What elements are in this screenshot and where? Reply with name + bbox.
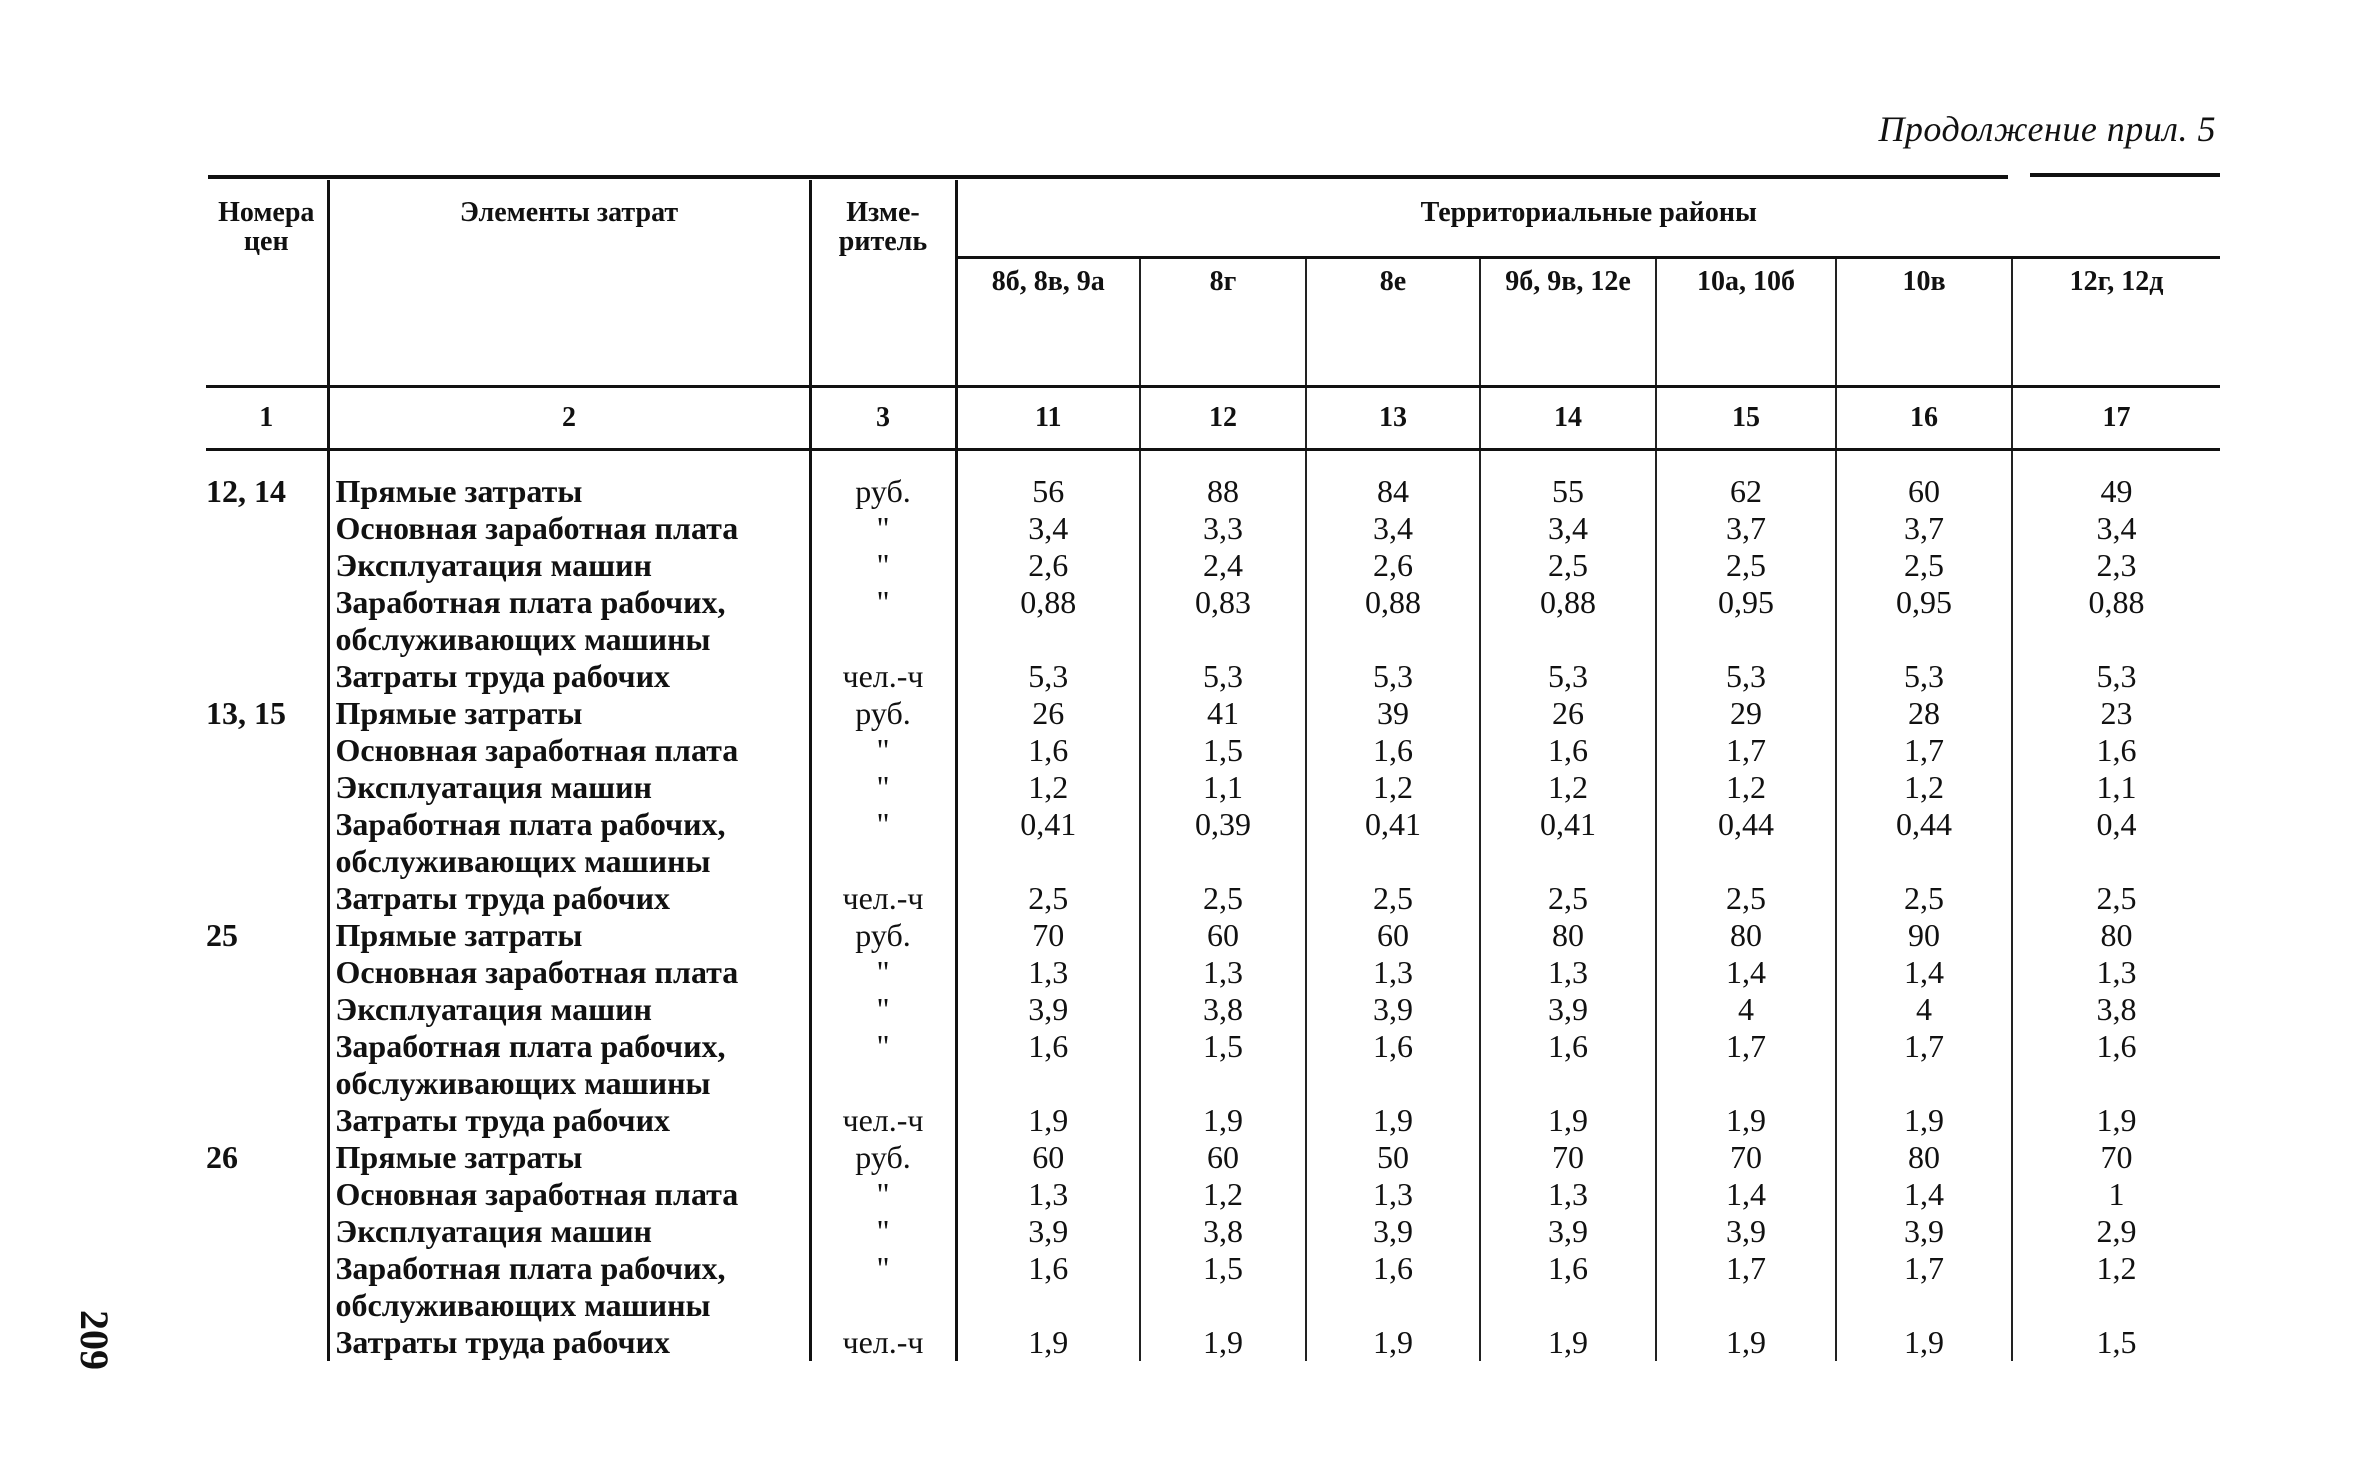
value-cell: 1,6 (956, 732, 1140, 769)
value-cell: 80 (1836, 1139, 2012, 1176)
value-cell: 70 (1480, 1139, 1656, 1176)
value-cell: 3,4 (1306, 510, 1480, 547)
unit-cell: чел.-ч (810, 1102, 956, 1139)
cost-element-cell: Прямые затраты (328, 450, 810, 511)
value-cell: 26 (956, 695, 1140, 732)
cost-element-cell: Основная заработная плата (328, 1176, 810, 1213)
table-row (206, 510, 2220, 547)
value-cell: 5,3 (2012, 658, 2220, 695)
value-cell: 80 (1480, 917, 1656, 954)
value-cell: 2,5 (1306, 880, 1480, 917)
value-cell: 1,6 (1306, 1250, 1480, 1324)
value-cell: 2,5 (1480, 880, 1656, 917)
table-row (206, 1176, 2220, 1213)
table-row (206, 695, 2220, 732)
value-cell: 4 (1836, 991, 2012, 1028)
table-row (206, 1250, 2220, 1324)
value-cell: 1,2 (1306, 769, 1480, 806)
value-cell: 2,5 (1480, 547, 1656, 584)
table-row (206, 991, 2220, 1028)
header-region: 8г (1140, 258, 1306, 387)
value-cell: 0,88 (1480, 584, 1656, 658)
value-cell: 1,7 (1836, 732, 2012, 769)
header-region: 10в (1836, 258, 2012, 387)
unit-cell: " (810, 510, 956, 547)
value-cell: 3,8 (2012, 991, 2220, 1028)
value-cell: 1,4 (1836, 954, 2012, 991)
value-cell: 4 (1656, 991, 1836, 1028)
value-cell: 1,5 (1140, 1028, 1306, 1102)
price-number-cell (206, 806, 328, 880)
value-cell: 2,5 (956, 880, 1140, 917)
value-cell: 1,4 (1656, 954, 1836, 991)
value-cell: 1,6 (1480, 1250, 1656, 1324)
price-number-cell (206, 510, 328, 547)
table-row (206, 954, 2220, 991)
unit-cell: руб. (810, 917, 956, 954)
value-cell: 1,7 (1656, 732, 1836, 769)
value-cell: 1,5 (1140, 1250, 1306, 1324)
value-cell: 0,41 (956, 806, 1140, 880)
table-row (206, 806, 2220, 880)
value-cell: 1,4 (1836, 1176, 2012, 1213)
table-body (206, 450, 2220, 1362)
value-cell: 0,39 (1140, 806, 1306, 880)
column-number: 12 (1140, 387, 1306, 450)
value-cell: 90 (1836, 917, 2012, 954)
value-cell: 1,7 (1656, 1250, 1836, 1324)
unit-cell: " (810, 991, 956, 1028)
table-row (206, 1139, 2220, 1176)
value-cell: 1,2 (1480, 769, 1656, 806)
cost-element-cell: Прямые затраты (328, 1139, 810, 1176)
value-cell: 0,83 (1140, 584, 1306, 658)
price-number-cell: 12, 14 (206, 473, 286, 509)
value-cell: 1,7 (1836, 1028, 2012, 1102)
value-cell: 1,3 (956, 954, 1140, 991)
value-cell: 3,9 (956, 1213, 1140, 1250)
value-cell: 5,3 (1480, 658, 1656, 695)
value-cell: 2,4 (1140, 547, 1306, 584)
header-column-numbers (206, 387, 2220, 450)
value-cell: 1,3 (1306, 1176, 1480, 1213)
value-cell: 5,3 (1656, 658, 1836, 695)
value-cell: 0,41 (1306, 806, 1480, 880)
unit-cell: руб. (810, 695, 956, 732)
unit-cell: " (810, 1176, 956, 1213)
table-row (206, 450, 2220, 511)
value-cell: 0,4 (2012, 806, 2220, 880)
unit-cell: " (810, 732, 956, 769)
value-cell: 1,3 (1480, 954, 1656, 991)
unit-cell: " (810, 954, 956, 991)
value-cell: 0,44 (1836, 806, 2012, 880)
value-cell: 1,6 (1306, 1028, 1480, 1102)
value-cell: 1,9 (2012, 1102, 2220, 1139)
value-cell: 3,8 (1140, 1213, 1306, 1250)
cost-element-cell: Заработная плата рабочих, обслуживающих машины (328, 584, 810, 658)
value-cell: 2,9 (2012, 1213, 2220, 1250)
column-number: 11 (956, 387, 1140, 450)
value-cell: 88 (1140, 450, 1306, 511)
value-cell: 1,6 (2012, 732, 2220, 769)
column-number: 15 (1656, 387, 1836, 450)
value-cell: 60 (1140, 1139, 1306, 1176)
value-cell: 60 (1836, 450, 2012, 511)
value-cell: 2,5 (1836, 880, 2012, 917)
value-cell: 1,2 (1836, 769, 2012, 806)
value-cell: 80 (2012, 917, 2220, 954)
cost-element-cell: Прямые затраты (328, 695, 810, 732)
value-cell: 3,7 (1836, 510, 2012, 547)
value-cell: 1,2 (2012, 1250, 2220, 1324)
value-cell: 56 (956, 450, 1140, 511)
value-cell: 1,3 (1480, 1176, 1656, 1213)
value-cell: 5,3 (1306, 658, 1480, 695)
value-cell: 0,88 (2012, 584, 2220, 658)
value-cell: 62 (1656, 450, 1836, 511)
value-cell: 1,5 (1140, 732, 1306, 769)
value-cell: 1,1 (1140, 769, 1306, 806)
cost-element-cell: Основная заработная плата (328, 732, 810, 769)
value-cell: 3,9 (1656, 1213, 1836, 1250)
cost-element-cell: Эксплуатация машин (328, 991, 810, 1028)
unit-cell: " (810, 1028, 956, 1102)
value-cell: 1,9 (1836, 1324, 2012, 1361)
price-number-cell (206, 1102, 328, 1139)
table-row (206, 658, 2220, 695)
column-number: 2 (328, 387, 810, 450)
price-number-cell: 13, 15 (206, 695, 286, 731)
value-cell: 49 (2012, 450, 2220, 511)
value-cell: 1,9 (1836, 1102, 2012, 1139)
header-col-elements: Элементы затрат (328, 180, 810, 387)
value-cell: 2,5 (1836, 547, 2012, 584)
top-rule-short (2030, 173, 2220, 177)
cost-element-cell: Заработная плата рабочих, обслуживающих машины (328, 1250, 810, 1324)
value-cell: 3,9 (1480, 991, 1656, 1028)
value-cell: 2,5 (1140, 880, 1306, 917)
price-number-cell (206, 769, 328, 806)
header-region: 12г, 12д (2012, 258, 2220, 387)
cost-element-cell: Заработная плата рабочих, обслуживающих машины (328, 806, 810, 880)
header-region: 8б, 8в, 9а (956, 258, 1140, 387)
value-cell: 0,95 (1836, 584, 2012, 658)
unit-cell: " (810, 1213, 956, 1250)
column-number: 13 (1306, 387, 1480, 450)
value-cell: 28 (1836, 695, 2012, 732)
value-cell: 1,9 (1656, 1102, 1836, 1139)
unit-cell: чел.-ч (810, 880, 956, 917)
column-number: 1 (206, 387, 328, 450)
column-number: 16 (1836, 387, 2012, 450)
header-col-unit: Изме-ритель (810, 180, 956, 387)
value-cell: 3,9 (1306, 991, 1480, 1028)
cost-element-cell: Эксплуатация машин (328, 547, 810, 584)
value-cell: 1,7 (1656, 1028, 1836, 1102)
value-cell: 1,6 (1306, 732, 1480, 769)
continuation-title: Продолжение прил. 5 (1878, 109, 2216, 149)
value-cell: 60 (1306, 917, 1480, 954)
column-number: 17 (2012, 387, 2220, 450)
unit-cell: руб. (810, 1139, 956, 1176)
table-row (206, 1028, 2220, 1102)
price-number-cell: 26 (206, 1139, 238, 1175)
value-cell: 1,6 (956, 1250, 1140, 1324)
price-table (206, 180, 2220, 1361)
value-cell: 23 (2012, 695, 2220, 732)
price-number-cell (206, 547, 328, 584)
table-row (206, 584, 2220, 658)
price-number-cell (206, 1028, 328, 1102)
price-number-cell (206, 991, 328, 1028)
top-rule (208, 175, 2008, 179)
table-row (206, 769, 2220, 806)
unit-cell: чел.-ч (810, 658, 956, 695)
page-number: 209 (72, 1310, 117, 1370)
unit-cell: " (810, 1250, 956, 1324)
value-cell: 3,9 (1306, 1213, 1480, 1250)
value-cell: 1,3 (2012, 954, 2220, 991)
value-cell: 1,6 (2012, 1028, 2220, 1102)
table-row (206, 917, 2220, 954)
value-cell: 39 (1306, 695, 1480, 732)
value-cell: 1,2 (1656, 769, 1836, 806)
value-cell: 3,4 (956, 510, 1140, 547)
value-cell: 2,3 (2012, 547, 2220, 584)
value-cell: 5,3 (1140, 658, 1306, 695)
value-cell: 2,6 (1306, 547, 1480, 584)
value-cell: 1,3 (1306, 954, 1480, 991)
value-cell: 1,3 (956, 1176, 1140, 1213)
header-region: 10а, 10б (1656, 258, 1836, 387)
column-number: 14 (1480, 387, 1656, 450)
value-cell: 1,6 (1480, 1028, 1656, 1102)
value-cell: 70 (956, 917, 1140, 954)
value-cell: 84 (1306, 450, 1480, 511)
value-cell: 1,1 (2012, 769, 2220, 806)
value-cell: 1,4 (1656, 1176, 1836, 1213)
header-regions-title: Территориальные районы (956, 180, 2220, 258)
cost-element-cell: Основная заработная плата (328, 954, 810, 991)
value-cell: 1 (2012, 1176, 2220, 1213)
value-cell: 2,6 (956, 547, 1140, 584)
value-cell: 3,4 (2012, 510, 2220, 547)
value-cell: 0,44 (1656, 806, 1836, 880)
table-row (206, 547, 2220, 584)
value-cell: 80 (1656, 917, 1836, 954)
value-cell: 3,3 (1140, 510, 1306, 547)
value-cell: 60 (1140, 917, 1306, 954)
value-cell: 1,2 (1140, 1176, 1306, 1213)
cost-element-cell: Эксплуатация машин (328, 1213, 810, 1250)
price-number-cell (206, 954, 328, 991)
value-cell: 5,3 (1836, 658, 2012, 695)
value-cell: 1,9 (1656, 1324, 1836, 1361)
price-number-cell (206, 732, 328, 769)
cost-element-cell: Основная заработная плата (328, 510, 810, 547)
value-cell: 1,9 (1480, 1102, 1656, 1139)
value-cell: 70 (2012, 1139, 2220, 1176)
unit-cell: " (810, 806, 956, 880)
value-cell: 1,9 (956, 1102, 1140, 1139)
cost-element-cell: Эксплуатация машин (328, 769, 810, 806)
value-cell: 2,5 (1656, 547, 1836, 584)
cost-element-cell: Затраты труда рабочих (328, 658, 810, 695)
value-cell: 1,9 (1306, 1324, 1480, 1361)
value-cell: 3,7 (1656, 510, 1836, 547)
price-number-cell (206, 658, 328, 695)
value-cell: 55 (1480, 450, 1656, 511)
price-number-cell (206, 1176, 328, 1213)
price-number-cell: 25 (206, 917, 238, 953)
price-number-cell (206, 880, 328, 917)
table-row (206, 732, 2220, 769)
value-cell: 29 (1656, 695, 1836, 732)
cost-element-cell: Затраты труда рабочих (328, 880, 810, 917)
value-cell: 3,4 (1480, 510, 1656, 547)
value-cell: 0,88 (956, 584, 1140, 658)
table-row (206, 1102, 2220, 1139)
value-cell: 3,9 (1480, 1213, 1656, 1250)
header-region: 9б, 9в, 12е (1480, 258, 1656, 387)
value-cell: 1,9 (1480, 1324, 1656, 1361)
price-number-cell (206, 1324, 328, 1361)
unit-cell: " (810, 584, 956, 658)
value-cell: 0,41 (1480, 806, 1656, 880)
cost-element-cell: Затраты труда рабочих (328, 1324, 810, 1361)
value-cell: 1,6 (1480, 732, 1656, 769)
value-cell: 1,9 (956, 1324, 1140, 1361)
price-number-cell (206, 1250, 328, 1324)
value-cell: 1,3 (1140, 954, 1306, 991)
value-cell: 1,9 (1140, 1324, 1306, 1361)
value-cell: 70 (1656, 1139, 1836, 1176)
value-cell: 5,3 (956, 658, 1140, 695)
unit-cell: " (810, 769, 956, 806)
cost-element-cell: Заработная плата рабочих, обслуживающих машины (328, 1028, 810, 1102)
header-region: 8е (1306, 258, 1480, 387)
value-cell: 1,9 (1306, 1102, 1480, 1139)
value-cell: 1,2 (956, 769, 1140, 806)
value-cell: 60 (956, 1139, 1140, 1176)
value-cell: 1,7 (1836, 1250, 2012, 1324)
table-row (206, 880, 2220, 917)
value-cell: 3,9 (956, 991, 1140, 1028)
cost-element-cell: Прямые затраты (328, 917, 810, 954)
price-number-cell (206, 1213, 328, 1250)
column-number: 3 (810, 387, 956, 450)
value-cell: 0,88 (1306, 584, 1480, 658)
price-number-cell (206, 584, 328, 658)
value-cell: 41 (1140, 695, 1306, 732)
value-cell: 3,9 (1836, 1213, 2012, 1250)
value-cell: 1,9 (1140, 1102, 1306, 1139)
table-row (206, 1213, 2220, 1250)
value-cell: 2,5 (1656, 880, 1836, 917)
table-row (206, 1324, 2220, 1361)
value-cell: 50 (1306, 1139, 1480, 1176)
value-cell: 1,5 (2012, 1324, 2220, 1361)
cost-element-cell: Затраты труда рабочих (328, 1102, 810, 1139)
unit-cell: " (810, 547, 956, 584)
unit-cell: чел.-ч (810, 1324, 956, 1361)
value-cell: 0,95 (1656, 584, 1836, 658)
header-col-number: Номера цен (218, 197, 315, 258)
value-cell: 3,8 (1140, 991, 1306, 1028)
unit-cell: руб. (810, 450, 956, 511)
value-cell: 1,6 (956, 1028, 1140, 1102)
value-cell: 2,5 (2012, 880, 2220, 917)
value-cell: 26 (1480, 695, 1656, 732)
